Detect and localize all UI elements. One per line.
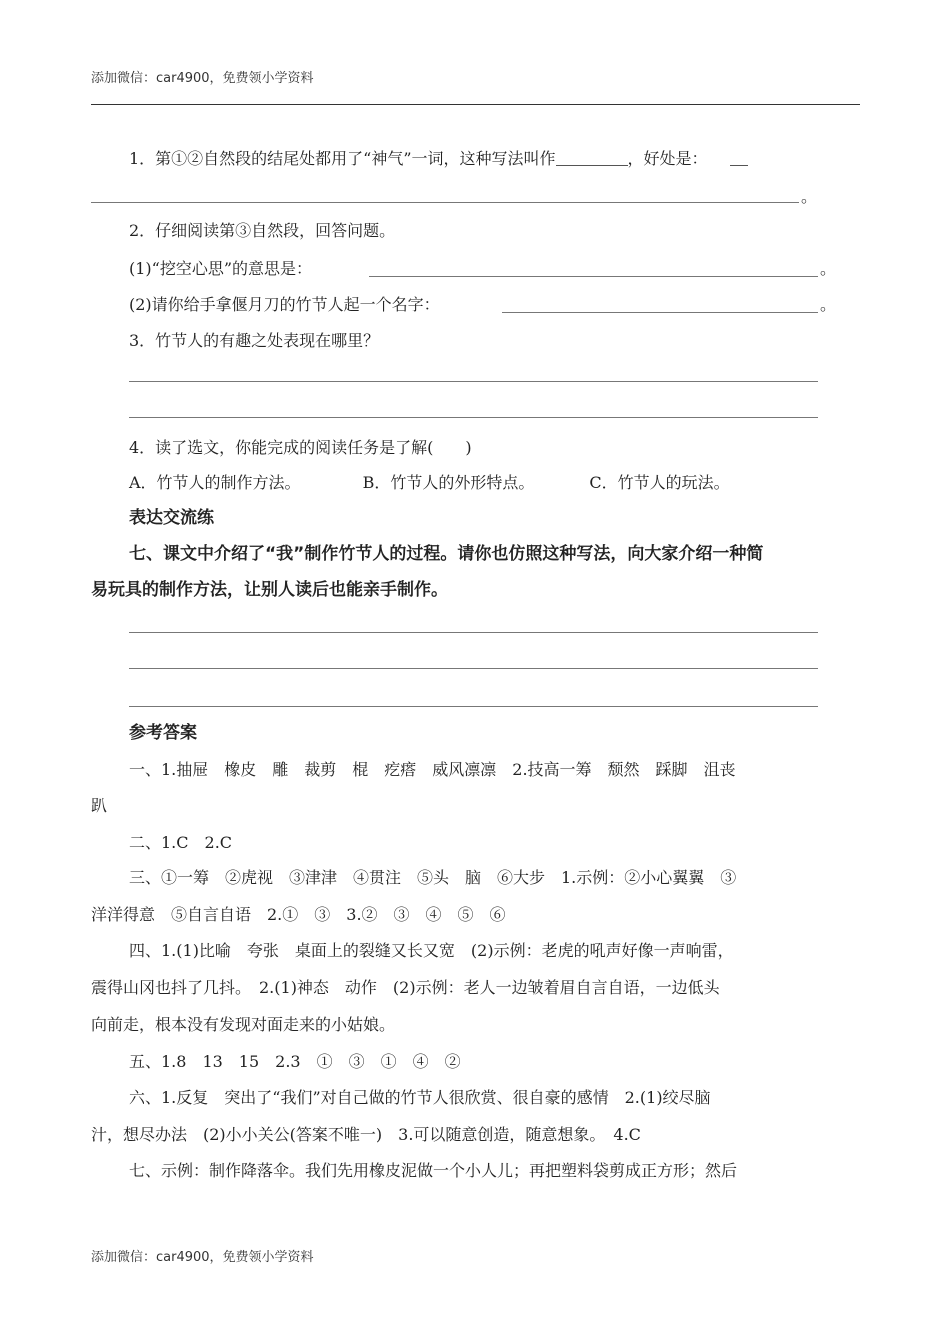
answer-2: 二、1.C 2.C [129,833,233,852]
question-2-sub-1: (1)“挖空心思”的意思是： [129,259,313,278]
period-mark: 。 [801,187,818,206]
answer-5: 五、1.8 13 15 2.3 ① ③ ① ④ ② [129,1052,461,1071]
answer-line[interactable] [129,381,818,382]
answer-line[interactable] [129,668,818,669]
period-mark: 。 [820,259,837,278]
page-footer: 添加微信：car4900，免费领小学资料 [91,1250,314,1265]
question-1-after: ，好处是： [627,149,708,168]
option-b[interactable]: B．竹节人的外形特点。 [362,473,535,492]
answer-line[interactable] [129,417,818,418]
answer-1-line-1: 一、1.抽屉 橡皮 雕 裁剪 棍 疙瘩 威风凛凛 2.技高一筹 颓然 踩脚 沮丧 [129,760,736,779]
header-divider [91,104,860,105]
answer-6-line-1: 六、1.反复 突出了“我们”对自己做的竹节人很欣赏、很自豪的感情 2.(1)绞尽脑 [129,1088,711,1107]
answer-4-line-1: 四、1.(1)比喻 夸张 桌面上的裂缝又长又宽 (2)示例：老虎的吼声好像一声响雷， [129,941,734,960]
answer-7-line-1: 七、示例：制作降落伞。我们先用橡皮泥做一个小人儿；再把塑料袋剪成正方形；然后 [129,1161,738,1180]
answer-line[interactable] [369,276,818,277]
question-7-line-1: 七、课文中介绍了“我”制作竹节人的过程。请你也仿照这种写法，向大家介绍一种简 [129,544,764,564]
answer-1-line-2: 趴 [91,796,108,815]
answer-blank[interactable] [730,149,748,166]
question-1 [129,148,748,170]
question-3: 3．竹节人的有趣之处表现在哪里？ [129,331,380,350]
question-7-line-2: 易玩具的制作方法，让别人读后也能亲手制作。 [91,580,448,600]
option-c[interactable]: C．竹节人的玩法。 [589,473,730,492]
question-4: 4．读了选文，你能完成的阅读任务是了解( ) [129,438,472,457]
question-1-text: 1．第①②自然段的结尾处都用了“神气”一词，这种写法叫作 [129,149,556,168]
answer-line[interactable] [129,706,818,707]
answer-line[interactable] [502,312,818,313]
answer-6-line-2: 汁，想尽办法 (2)小小关公(答案不唯一) 3.可以随意创造，随意想象。 4.C [91,1125,641,1144]
answer-4-line-3: 向前走，根本没有发现对面走来的小姑娘。 [91,1015,396,1034]
answers-title: 参考答案 [129,723,197,743]
question-2-sub-2: (2)请你给手拿偃月刀的竹节人起一个名字： [129,295,440,314]
answer-3-line-1: 三、①一筹 ②虎视 ③津津 ④贯注 ⑤头 脑 ⑥大步 1.示例：②小心翼翼 ③ [129,868,737,887]
section-title: 表达交流练 [129,508,214,528]
option-a[interactable]: A．竹节人的制作方法。 [129,473,301,492]
answer-line[interactable] [91,202,799,203]
period-mark: 。 [820,295,837,314]
page-header: 添加微信：car4900，免费领小学资料 [91,71,314,86]
question-2: 2．仔细阅读第③自然段，回答问题。 [129,221,396,240]
answer-line[interactable] [129,632,818,633]
answer-blank[interactable] [556,149,628,166]
answer-3-line-2: 洋洋得意 ⑤自言自语 2.① ③ 3.② ③ ④ ⑤ ⑥ [91,905,506,924]
answer-4-line-2: 震得山冈也抖了几抖。 2.(1)神态 动作 (2)示例：老人一边皱着眉自言自语，一边低头 [91,978,720,997]
question-4-options [129,472,730,494]
